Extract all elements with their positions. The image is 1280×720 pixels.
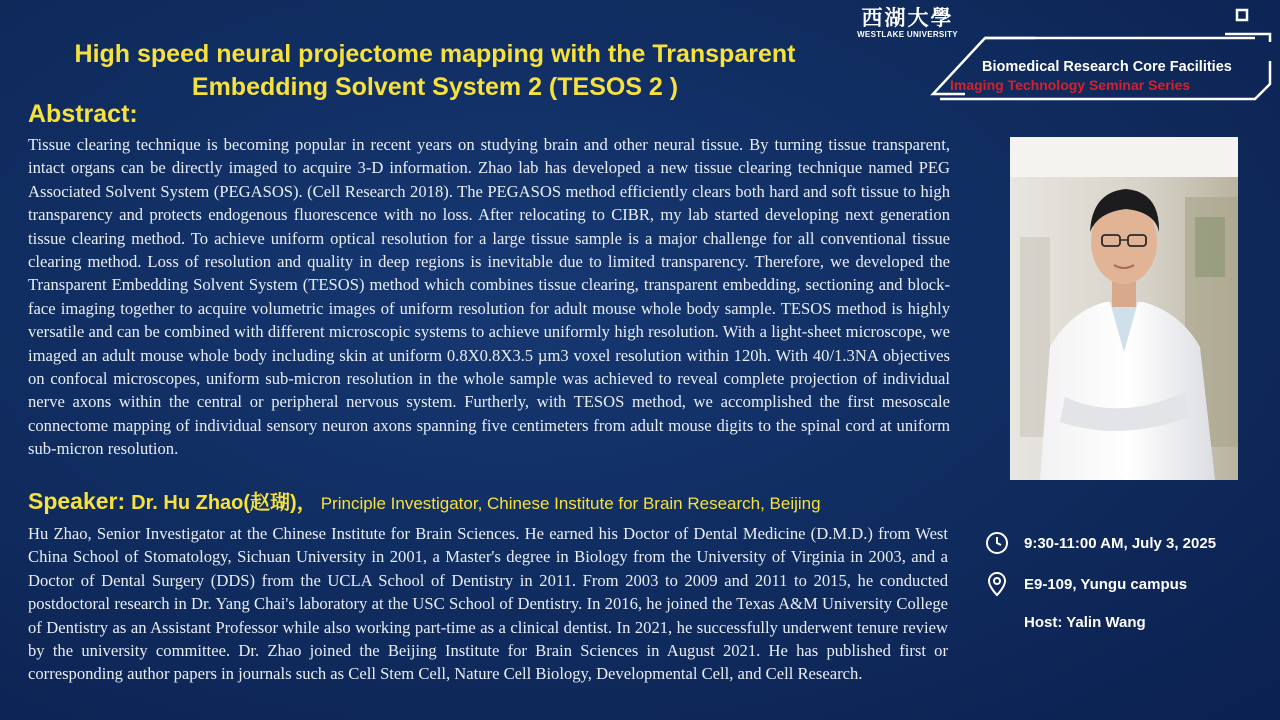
speaker-role: Principle Investigator, Chinese Institute for Brain Research, Beijing <box>320 494 821 513</box>
speaker-bio: Hu Zhao, Senior Investigator at the Chinese Institute for Brain Sciences. He earned his Doctor of Dental Medicine (D.M.D.) from West China School of Stomatology, Sichuan University in 2001, a Master's degree in Biology from the University of Virginia in 2003, and a Doctor of Dental Surgery (DDS) from the UCLA School of Dentistry in 2011. From 2003 to 2009 and 2011 to 2015, he conducted postdoctoral research in Dr. Yang Chai's laboratory at the USC School of Dentistry. In 2016, he joined the Texas A&M University College of Dentistry as an Assistant Professor while also working part-time as a clinical dentist. In 2021, he successfully underwent tenure review by the university committee. Dr. Zhao joined the Beijing Institute for Brain Sciences in August 2021. He has published first or corresponding author papers in journals such as Cell Stem Cell, Nature Cell Biology, Developmental Cell, and Cell Research. <box>28 524 948 684</box>
event-location: E9-109, Yungu campus <box>1024 576 1188 593</box>
seminar-title <box>30 38 840 104</box>
event-host: Host: Yalin Wang <box>1024 614 1146 631</box>
speaker-photo <box>1010 137 1238 480</box>
title-line-1: High speed neural projectome mapping with the Transparent <box>74 40 796 68</box>
speaker-name: Dr. Hu Zhao(赵瑚) <box>131 492 297 514</box>
abstract-text: Tissue clearing technique is becoming popular in recent years on studying brain and other neural tissue. By turning tissue transparent, intact organs can be directly imaged to acquire 3-D information. Zhao lab has developed a new tissue clearing technique named PEG Associated Solvent System (PEGASOS). (Cell Research 2018). The PEGASOS method efficiently clears both hard and soft tissue to high transparency and protects endogenous fluorescence with no loss. After relocating to CIBR, my lab started developing next generation tissue clearing method. To achieve uniform optical resolution for a large tissue sample is a major challenge for all conventional tissue clearing method. Loss of resolution and quality in deep regions is inevitable due to limited transparency. Therefore, we developed the Transparent Embedding Solvent System (TESOS) method which combines tissue clearing, transparent embedding, sectioning and block-face imaging together to acquire volumetric images of uniform resolution for adult mouse whole body sample. TESOS method is highly versatile and can be combined with different microscopic systems to achieve uniformly high resolution. With a light-sheet microscope, we imaged an adult mouse whole body including skin at uniform 0.8X0.8X3.5 µm3 voxel resolution within 120h. With 40/1.3NA objectives on confocal microscopes, uniform sub-micron resolution in the whole sample was achieved to reveal complete projection of individual nerve axons within the central or peripheral nervous system. Furtherly, with TESOS method, we accomplished the first mesoscale connectome mapping of individual sensory neuron axons spanning five centimeters from adult mouse digits to the spinal cord at uniform sub-micron resolution. <box>28 135 950 459</box>
seminar-series-name: Imaging Technology Seminar Series <box>950 77 1191 93</box>
speaker-separator: ， <box>296 492 317 514</box>
speaker-label: Speaker: <box>28 488 126 514</box>
logo-english-name: WESTLAKE UNIVERSITY <box>857 30 958 39</box>
speaker-line <box>28 486 968 515</box>
map-pin-icon <box>985 571 1009 597</box>
title-line-2: Embedding Solvent System 2 (TESOS 2 ) <box>191 73 679 101</box>
clock-icon <box>985 530 1009 556</box>
event-time: 9:30-11:00 AM, July 3, 2025 <box>1024 535 1217 552</box>
abstract-heading: Abstract: <box>28 100 138 128</box>
facility-name: Biomedical Research Core Facilities <box>982 59 1232 75</box>
logo-chinese-name: 西湖大學 <box>861 5 954 30</box>
